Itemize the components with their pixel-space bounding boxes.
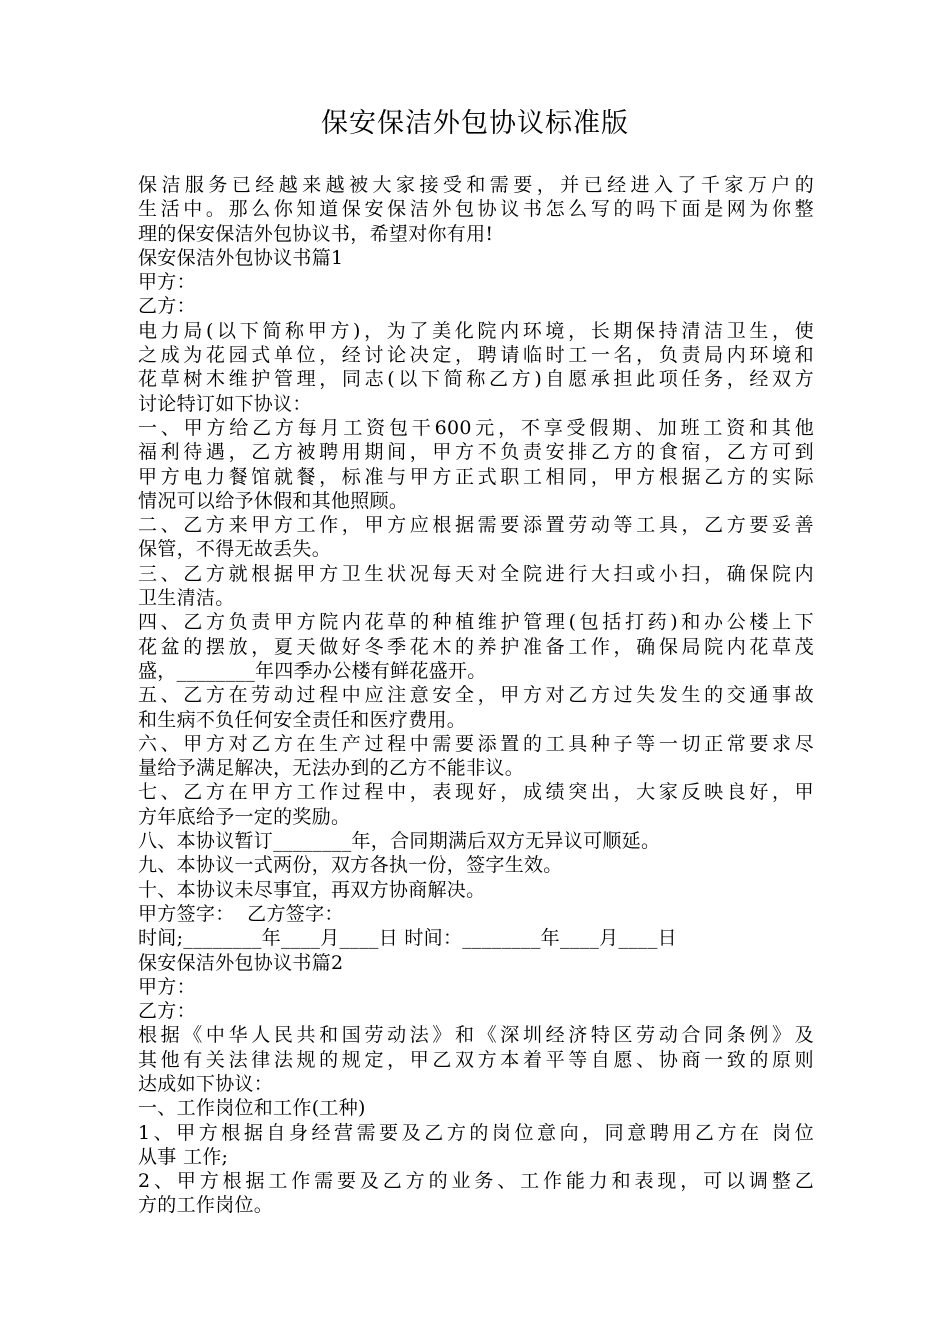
document-line: 福利待遇，乙方被聘用期间，甲方不负责安排乙方的食宿，乙方可到 [138, 441, 814, 464]
document-line: 从事 工作; [138, 1145, 229, 1168]
document-line: 一、工作岗位和工作(工种) [138, 1097, 366, 1120]
document-title: 保安保洁外包协议标准版 [321, 108, 629, 139]
document-line: 量给予满足解决，无法办到的乙方不能非议。 [138, 757, 525, 780]
document-line: 乙方： [138, 1000, 196, 1023]
document-line: 五、乙方在劳动过程中应注意安全，甲方对乙方过失发生的交通事故 [138, 684, 814, 707]
document-body [138, 173, 814, 1218]
document-line: 达成如下协议： [138, 1072, 274, 1095]
document-line: 二、乙方来甲方工作，甲方应根据需要添置劳动等工具，乙方要妥善 [138, 514, 814, 537]
document-line: 电力局(以下简称甲方)，为了美化院内环境，长期保持清洁卫生，使 [138, 319, 814, 342]
document-line: 七、乙方在甲方工作过程中，表现好，成绩突出，大家反映良好，甲 [138, 781, 814, 804]
document-line: 保安保洁外包协议书篇1 [138, 246, 344, 269]
document-line: 1、甲方根据自身经营需要及乙方的岗位意向，同意聘用乙方在 岗位 [138, 1121, 814, 1144]
document-line: 理的保安保洁外包协议书，希望对你有用! [138, 222, 494, 245]
document-line: 四、乙方负责甲方院内花草的种植维护管理(包括打药)和办公楼上下 [138, 611, 814, 634]
document-line: 九、本协议一式两份，双方各执一份，签字生效。 [138, 854, 563, 877]
document-line: 根据《中华人民共和国劳动法》和《深圳经济特区劳动合同条例》及 [138, 1024, 814, 1047]
document-line: 花盆的摆放，夏天做好冬季花木的养护准备工作，确保局院内花草茂 [138, 635, 814, 658]
document-line: 保洁服务已经越来越被大家接受和需要，并已经进入了千家万户的 [138, 174, 814, 196]
document-line: 乙方： [138, 295, 196, 318]
document-line: 甲方： [138, 975, 196, 998]
document-line: 盛，________年四季办公楼有鲜花盛开。 [138, 659, 487, 682]
document-line: 一、甲方给乙方每月工资包干600元，不享受假期、加班工资和其他 [138, 416, 814, 439]
document-line: 情况可以给予休假和其他照顾。 [138, 489, 409, 512]
document-line: 甲方： [138, 271, 196, 294]
document-line: 保安保洁外包协议书篇2 [138, 951, 344, 974]
document-line: 时间;________年____月____日 时间：________年____月____日 [138, 927, 677, 950]
document-line: 方年底给予一定的奖励。 [138, 805, 351, 828]
document-line: 甲方电力餐馆就餐，标准与甲方正式职工相同，甲方根据乙方的实际 [138, 465, 814, 488]
document-line: 其他有关法律法规的规定，甲乙双方本着平等自愿、协商一致的原则 [138, 1048, 814, 1071]
document-line: 十、本协议未尽事宜，再双方协商解决。 [138, 878, 486, 901]
document-line: 2、甲方根据工作需要及乙方的业务、工作能力和表现，可以调整乙 [138, 1170, 814, 1193]
document-line: 六、甲方对乙方在生产过程中需要添置的工具种子等一切正常要求尽 [138, 732, 814, 755]
document-line: 保管，不得无故丢失。 [138, 538, 332, 561]
document-line: 和生病不负任何安全责任和医疗费用。 [138, 708, 467, 731]
document-line: 之成为花园式单位，经讨论决定，聘请临时工一名，负责局内环境和 [138, 344, 814, 367]
document-line: 甲方签字： 乙方签字： [138, 902, 344, 925]
document-line: 生活中。那么你知道保安保洁外包协议书怎么写的吗下面是网为你整 [138, 198, 814, 221]
document-line: 卫生清洁。 [138, 587, 235, 610]
document-line: 讨论特订如下协议： [138, 392, 312, 415]
document-line: 三、乙方就根据甲方卫生状况每天对全院进行大扫或小扫，确保院内 [138, 562, 814, 585]
document-line: 八、本协议暂订________年，合同期满后双方无异议可顺延。 [138, 830, 661, 853]
document-line: 花草树木维护管理，同志(以下简称乙方)自愿承担此项任务，经双方 [138, 368, 814, 391]
document-line: 方的工作岗位。 [138, 1194, 274, 1217]
